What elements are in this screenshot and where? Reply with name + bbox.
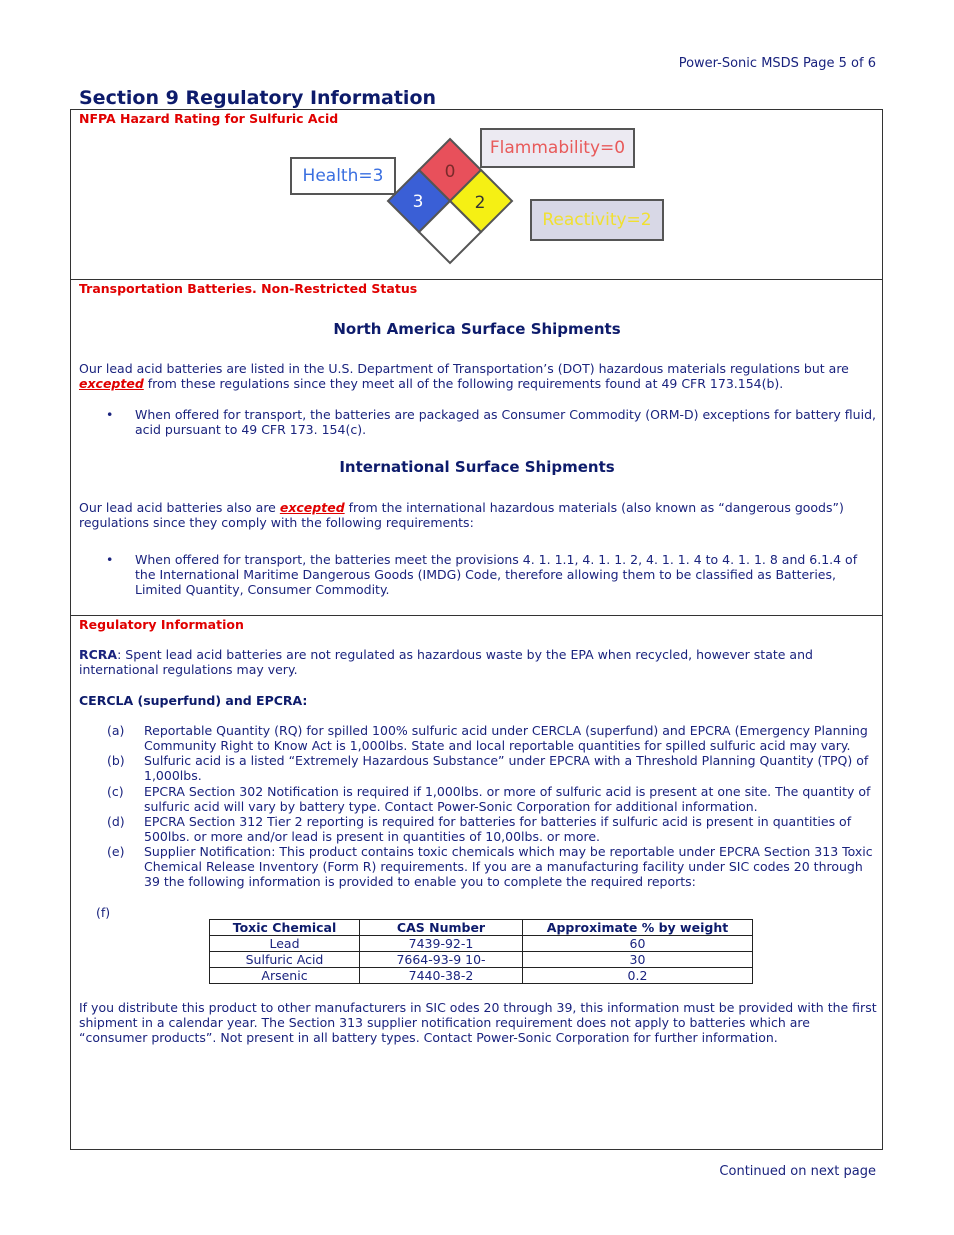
north-america-heading: North America Surface Shipments bbox=[333, 320, 621, 338]
toxic-chemical-table bbox=[209, 919, 753, 984]
transportation-label: Transportation Batteries. Non-Restricted Status bbox=[79, 281, 418, 296]
table-cell: Lead bbox=[210, 936, 360, 952]
nfpa-flammability-value: 0 bbox=[444, 162, 456, 182]
health-rating-box: Health=3 bbox=[290, 157, 396, 195]
divider-nfpa bbox=[70, 279, 883, 280]
bullet-dot: • bbox=[106, 407, 114, 422]
list-item: EPCRA Section 302 Notification is required if 1,000lbs. or more of sulfuric acid is present at one site. The quantity of sulfuric acid will vary by battery type. Contact Power-Sonic Corporation for additional information. bbox=[144, 784, 871, 814]
table-row bbox=[210, 952, 753, 968]
list-item: Reportable Quantity (RQ) for spilled 100% sulfuric acid under CERCLA (superfund) and EPCRA (Emergency Planning Community Right to Know Act is 1,000lbs. State and local reportable quantities for spilled sulfuric acid may vary. bbox=[144, 723, 868, 753]
table-row bbox=[210, 968, 753, 984]
international-heading: International Surface Shipments bbox=[339, 458, 615, 476]
north-america-bullet: When offered for transport, the batteries are packaged as Consumer Commodity (ORM-D) exceptions for battery fluid, acid pursuant to 49 CFR 173. 154(c). bbox=[135, 407, 876, 437]
regulatory-label: Regulatory Information bbox=[79, 617, 244, 632]
table-cell: Sulfuric Acid bbox=[210, 952, 360, 968]
table-cell: Arsenic bbox=[210, 968, 360, 984]
excepted-emphasis: excepted bbox=[279, 500, 345, 515]
list-mark: (a) bbox=[107, 723, 125, 738]
list-item: EPCRA Section 312 Tier 2 reporting is required for batteries for batteries if sulfuric acid is present in quantities of 500lbs. or more and/or lead is present in quantities of 10,00lbs. or more. bbox=[144, 814, 852, 844]
international-bullet: When offered for transport, the batteries meet the provisions 4. 1. 1.1, 4. 1. 1. 2, 4. 1. 1. 4 to 4. 1. 1. 8 and 6.1.4 of the International Maritime Dangerous Goods (IMDG) Code, therefore allowing them to be classified as Batteries, Limited Quantity, Consumer Commodity. bbox=[135, 552, 858, 597]
list-mark: (d) bbox=[107, 814, 125, 829]
north-america-paragraph: Our lead acid batteries are listed in the U.S. Department of Transportation’s (DOT) hazardous materials regulations but are excepted from these regulations since they meet all of the following requirements found at 49 CFR 173.154(b). bbox=[79, 361, 849, 391]
section-title: Section 9 Regulatory Information bbox=[79, 87, 437, 109]
rcra-paragraph: RCRA: Spent lead acid batteries are not regulated as hazardous waste by the EPA when recycled, however state and international regulations may very. bbox=[79, 647, 813, 677]
table-cell: 60 bbox=[523, 936, 753, 952]
reactivity-rating-box: Reactivity=2 bbox=[530, 199, 664, 241]
table-cell: 30 bbox=[523, 952, 753, 968]
international-paragraph: Our lead acid batteries also are excepted from the international hazardous materials (also known as “dangerous goods”) regulations since they comply with the following requirements: bbox=[79, 500, 844, 530]
nfpa-label: NFPA Hazard Rating for Sulfuric Acid bbox=[79, 111, 339, 126]
table-cell: 7439-92-1 bbox=[360, 936, 523, 952]
list-mark: (b) bbox=[107, 753, 125, 768]
flammability-rating-box: Flammability=0 bbox=[480, 128, 635, 168]
list-mark-f: (f) bbox=[96, 905, 111, 920]
list-item: Sulfuric acid is a listed “Extremely Hazardous Substance” under EPCRA with a Threshold Planning Quantity (TPQ) of 1,000lbs. bbox=[144, 753, 869, 783]
divider-transport bbox=[70, 615, 883, 616]
table-row bbox=[210, 936, 753, 952]
column-header: Approximate % by weight bbox=[523, 920, 753, 936]
cercla-heading: CERCLA (superfund) and EPCRA: bbox=[79, 693, 308, 708]
list-mark: (e) bbox=[107, 844, 125, 859]
column-header: Toxic Chemical bbox=[210, 920, 360, 936]
list-mark: (c) bbox=[107, 784, 124, 799]
table-cell: 7664-93-9 10- bbox=[360, 952, 523, 968]
bullet-dot: • bbox=[106, 552, 114, 567]
table-cell: 0.2 bbox=[523, 968, 753, 984]
nfpa-diagram bbox=[285, 125, 675, 270]
continued-footer: Continued on next page bbox=[719, 1164, 876, 1179]
list-item: Supplier Notification: This product contains toxic chemicals which may be reportable under EPCRA Section 313 Toxic Chemical Release Inventory (Form R) requirements. If you are a manufacturing facility under SIC codes 20 through 39 the following information is provided to enable you to complete the required reports: bbox=[144, 844, 873, 889]
column-header: CAS Number bbox=[360, 920, 523, 936]
table-header-row bbox=[210, 920, 753, 936]
closing-paragraph: If you distribute this product to other manufacturers in SIC odes 20 through 39, this information must be provided with the first shipment in a calendar year. The Section 313 supplier notification requirement does not apply to batteries which are “consumer products”. Not present in all battery types. Contact Power-Sonic Corporation for further information. bbox=[79, 1000, 877, 1045]
rcra-label: RCRA bbox=[79, 647, 118, 662]
nfpa-reactivity-value: 2 bbox=[474, 193, 486, 213]
nfpa-health-value: 3 bbox=[412, 192, 424, 212]
excepted-emphasis: excepted bbox=[79, 376, 144, 391]
page-number-header: Power-Sonic MSDS Page 5 of 6 bbox=[678, 56, 876, 71]
table-cell: 7440-38-2 bbox=[360, 968, 523, 984]
